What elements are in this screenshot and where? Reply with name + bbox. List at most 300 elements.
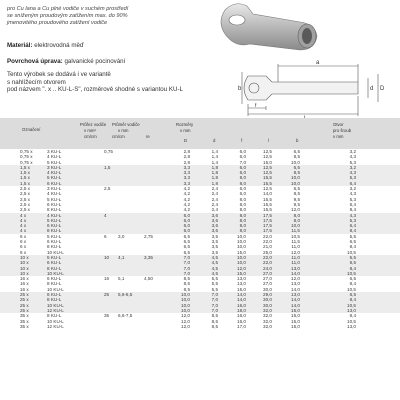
cell-size: 25 x bbox=[20, 297, 29, 303]
header-prurez-sub: cm/cm bbox=[84, 134, 97, 139]
cell-cross-section: 25 bbox=[104, 292, 110, 298]
cell-l: 15,5 bbox=[263, 180, 272, 186]
cell-cross-section: 6 bbox=[104, 233, 107, 239]
header-prumer-unit: v mm bbox=[118, 128, 129, 133]
cell-cross-section: 1,5 bbox=[104, 164, 111, 170]
cell-l: 25,0 bbox=[263, 249, 272, 255]
intro-text bbox=[7, 6, 167, 28]
cell-size: 0,75 x bbox=[20, 149, 33, 154]
cell-f: 8,0 bbox=[239, 180, 246, 186]
cell-size: 16 x bbox=[20, 286, 29, 292]
surface-value: galvanické pocinování bbox=[64, 58, 126, 65]
cell-f: 8,0 bbox=[239, 217, 246, 223]
cell-size: 10 x bbox=[20, 260, 29, 266]
cell-b: 15,0 bbox=[291, 323, 300, 329]
cell-size: 1,5 x bbox=[20, 164, 30, 170]
cell-size: 2,5 x bbox=[20, 191, 30, 197]
cell-f: 18,0 bbox=[237, 307, 246, 313]
cell-type: 10 KU-L bbox=[47, 318, 64, 324]
paragraph-line: Tento výrobek se dodává i ve variantě bbox=[7, 71, 111, 78]
cell-d: 3,6 bbox=[211, 217, 218, 223]
cell-D: 10,0 bbox=[181, 297, 190, 303]
table-row bbox=[0, 324, 400, 329]
cell-hole: 4,3 bbox=[349, 154, 356, 160]
cell-diameter: 3,0 bbox=[118, 233, 125, 239]
cell-d: 4,5 bbox=[211, 265, 218, 271]
cell-type: 8 KU-L bbox=[47, 297, 62, 303]
cell-D: 10,0 bbox=[181, 292, 190, 298]
cell-f: 15,0 bbox=[237, 270, 246, 276]
cell-D: 7,0 bbox=[183, 254, 190, 260]
cell-f: 6,0 bbox=[239, 170, 246, 176]
table-body bbox=[0, 149, 400, 329]
cell-size: 2,5 x bbox=[20, 201, 30, 207]
cell-f: 12,0 bbox=[237, 265, 246, 271]
header-rozmery-unit: v mm bbox=[180, 128, 191, 133]
cell-f: 15,0 bbox=[237, 249, 246, 255]
cell-b: 6,5 bbox=[293, 149, 300, 154]
cell-l: 32,0 bbox=[263, 313, 272, 319]
cell-D: 3,3 bbox=[183, 180, 190, 186]
material-value: elektrovodná měď bbox=[34, 42, 84, 49]
cell-D: 10,0 bbox=[181, 302, 190, 308]
cell-b: 15,0 bbox=[291, 318, 300, 324]
cell-l: 15,5 bbox=[263, 207, 272, 213]
cell-hole: 8,4 bbox=[349, 207, 356, 213]
cell-f: 8,0 bbox=[239, 228, 246, 234]
cell-f: 16,0 bbox=[237, 302, 246, 308]
material-line bbox=[7, 42, 84, 49]
cell-D: 6,0 bbox=[183, 212, 190, 218]
cell-l: 27,0 bbox=[263, 276, 272, 282]
cell-l: 15,5 bbox=[263, 196, 272, 202]
cell-hole: 6,5 bbox=[349, 276, 356, 282]
cell-type: 4 KU-L bbox=[47, 170, 62, 176]
cell-size: 2,5 x bbox=[20, 196, 30, 202]
cell-type: 4 KU-L bbox=[47, 154, 62, 160]
cell-d: 2,4 bbox=[211, 191, 218, 197]
cell-D: 6,0 bbox=[183, 228, 190, 234]
cell-b: 10,0 bbox=[291, 180, 300, 186]
cell-d: 3,5 bbox=[211, 249, 218, 255]
dimensions-table bbox=[0, 118, 400, 329]
cell-b: 11,5 bbox=[291, 239, 300, 245]
cell-d: 7,0 bbox=[211, 297, 218, 303]
cell-l: 12,5 bbox=[263, 154, 272, 160]
cell-b: 13,0 bbox=[291, 292, 300, 298]
cell-D: 3,3 bbox=[183, 164, 190, 170]
header-prurez-unit: v mm² bbox=[84, 128, 96, 133]
cell-re: 4,50 bbox=[144, 276, 153, 282]
paragraph-line: s nahlížecím otvorem bbox=[7, 78, 66, 86]
cell-d: 1,4 bbox=[211, 159, 218, 165]
cell-d: 1,4 bbox=[211, 149, 218, 154]
cell-hole: 10,5 bbox=[347, 318, 356, 324]
cell-type: 6 KU-L bbox=[47, 180, 62, 186]
cell-hole: 3,2 bbox=[349, 164, 356, 170]
cell-f: 6,0 bbox=[239, 191, 246, 197]
cell-l: 15,5 bbox=[263, 175, 272, 181]
surface-line bbox=[7, 58, 125, 65]
cell-d: 8,5 bbox=[211, 323, 218, 329]
cell-hole: 3,2 bbox=[349, 186, 356, 192]
cell-d: 1,8 bbox=[211, 175, 218, 181]
cell-b: 11,0 bbox=[291, 260, 300, 266]
cell-l: 22,0 bbox=[263, 254, 272, 260]
cell-hole: 10,5 bbox=[347, 302, 356, 308]
table-header bbox=[0, 118, 400, 149]
cell-type: 4 KU-L bbox=[47, 212, 62, 218]
cell-d: 1,8 bbox=[211, 180, 218, 186]
cell-d: 5,5 bbox=[211, 276, 218, 282]
cell-diameter: 5,6-6,5 bbox=[118, 292, 133, 298]
cell-f: 10,0 bbox=[237, 260, 246, 266]
cell-type: 12 KU-L bbox=[47, 323, 64, 329]
cell-hole: 6,4 bbox=[349, 201, 356, 207]
cell-f: 16,0 bbox=[237, 313, 246, 319]
cell-l: 12,5 bbox=[263, 186, 272, 192]
cell-b: 13,0 bbox=[291, 265, 300, 271]
cell-hole: 5,5 bbox=[349, 233, 356, 239]
dimension-drawing bbox=[238, 58, 388, 120]
cell-type: 6 KU-L bbox=[47, 239, 62, 245]
cell-d: 3,6 bbox=[211, 223, 218, 229]
cell-b: 14,0 bbox=[291, 302, 300, 308]
cell-hole: 4,3 bbox=[349, 170, 356, 176]
cell-d: 3,6 bbox=[211, 228, 218, 234]
header-oznaceni: Označení bbox=[22, 127, 41, 132]
cell-b: 12,0 bbox=[291, 249, 300, 255]
cell-D: 4,2 bbox=[183, 196, 190, 202]
cell-b: 9,5 bbox=[293, 196, 300, 202]
cell-f: 10,0 bbox=[237, 254, 246, 260]
cable-lug-photo bbox=[205, 0, 325, 60]
cell-b: 10,0 bbox=[291, 159, 300, 165]
cell-diameter: 4,1 bbox=[118, 254, 125, 260]
cell-b: 11,5 bbox=[291, 228, 300, 234]
cell-D: 12,0 bbox=[181, 323, 190, 329]
cell-l: 14,0 bbox=[263, 191, 272, 197]
cell-hole: 10,5 bbox=[347, 286, 356, 292]
header-prumer-sub1: cm/cm bbox=[112, 134, 125, 139]
cell-hole: 8,4 bbox=[349, 281, 356, 287]
cell-b: 13,0 bbox=[291, 281, 300, 287]
cell-D: 6,0 bbox=[183, 217, 190, 223]
cell-hole: 8,4 bbox=[349, 228, 356, 234]
cell-type: 8 KU-L bbox=[47, 207, 62, 213]
cell-l: 32,0 bbox=[263, 323, 272, 329]
cell-type: 10 KU-L bbox=[47, 270, 64, 276]
cell-b: 12,0 bbox=[291, 276, 300, 282]
cell-b: 10,5 bbox=[291, 233, 300, 239]
cell-hole: 6,4 bbox=[349, 180, 356, 186]
cell-size: 25 x bbox=[20, 302, 29, 308]
cell-size: 0,75 x bbox=[20, 154, 33, 160]
cell-f: 8,0 bbox=[239, 175, 246, 181]
cell-hole: 13,0 bbox=[347, 307, 356, 313]
cell-f: 10,0 bbox=[237, 233, 246, 239]
cell-b: 14,0 bbox=[291, 297, 300, 303]
cell-d: 1,4 bbox=[211, 154, 218, 160]
dim-label-a: a bbox=[316, 60, 320, 66]
cell-type: 6 KU-L bbox=[47, 276, 62, 282]
header-prumer: Průměr vodiče bbox=[112, 122, 140, 127]
cell-b: 8,5 bbox=[293, 191, 300, 197]
cell-type: 5 KU-L bbox=[47, 217, 62, 223]
cell-l: 17,5 bbox=[263, 212, 272, 218]
paragraph-line: pod názvem ". x .. KU-L-S", rozměrově shodné s variantou KU-L bbox=[7, 86, 183, 94]
cell-d: 1,8 bbox=[211, 164, 218, 170]
cell-D: 3,3 bbox=[183, 170, 190, 176]
cell-hole: 8,4 bbox=[349, 297, 356, 303]
cell-b: 8,5 bbox=[293, 170, 300, 176]
cell-cross-section: 10 bbox=[104, 254, 110, 260]
cell-l: 22,0 bbox=[263, 233, 272, 239]
cell-D: 6,0 bbox=[183, 223, 190, 229]
cell-size: 6 x bbox=[20, 239, 27, 245]
cell-size: 35 x bbox=[20, 323, 29, 329]
cell-l: 17,5 bbox=[263, 217, 272, 223]
cell-re: 2,75 bbox=[144, 233, 153, 239]
intro-line: jmenovitého proudového zatížení vodiče bbox=[7, 20, 108, 27]
cell-size: 25 x bbox=[20, 307, 29, 313]
cell-size: 10 x bbox=[20, 254, 29, 260]
header-prumer-sub2: re bbox=[146, 134, 150, 139]
dim-label-d: d bbox=[370, 86, 374, 92]
cell-hole: 6,5 bbox=[349, 292, 356, 298]
cell-b: 14,0 bbox=[291, 286, 300, 292]
cell-f: 6,0 bbox=[239, 149, 246, 154]
cell-hole: 6,5 bbox=[349, 260, 356, 266]
cell-d: 3,5 bbox=[211, 244, 218, 250]
cell-b: 12,0 bbox=[291, 207, 300, 213]
cell-f: 10,0 bbox=[237, 239, 246, 245]
cell-D: 12,0 bbox=[181, 313, 190, 319]
cell-D: 4,2 bbox=[183, 201, 190, 207]
header-col-d: d bbox=[213, 138, 216, 143]
cell-size: 10 x bbox=[20, 265, 29, 271]
cell-type: 3 KU-L bbox=[47, 149, 62, 154]
cell-size: 1,5 x bbox=[20, 170, 30, 176]
cell-type: 10 KU-L bbox=[47, 286, 64, 292]
cell-f: 10,0 bbox=[237, 244, 246, 250]
cell-D: 7,0 bbox=[183, 265, 190, 271]
cell-size: 35 x bbox=[20, 318, 29, 324]
cell-l: 12,5 bbox=[263, 170, 272, 176]
cell-size: 6 x bbox=[20, 233, 27, 239]
header-rozmery: Rozměry bbox=[176, 122, 194, 127]
cell-size: 16 x bbox=[20, 276, 29, 282]
cell-size: 1,5 x bbox=[20, 180, 30, 186]
cell-type: 6 KU-L bbox=[47, 223, 62, 229]
cell-size: 10 x bbox=[20, 270, 29, 276]
cell-l: 30,0 bbox=[263, 302, 272, 308]
cell-type: 10 KU-L bbox=[47, 249, 64, 255]
cell-d: 2,4 bbox=[211, 196, 218, 202]
cell-type: 5 KU-L bbox=[47, 196, 62, 202]
cell-d: 3,5 bbox=[211, 239, 218, 245]
cell-hole: 10,5 bbox=[347, 270, 356, 276]
cell-re: 3,35 bbox=[144, 254, 153, 260]
cell-b: 15,0 bbox=[291, 313, 300, 319]
cell-type: 6 KU-L bbox=[47, 292, 62, 298]
cell-D: 4,2 bbox=[183, 186, 190, 192]
cell-l: 17,5 bbox=[263, 228, 272, 234]
cell-type: 6 KU-L bbox=[47, 260, 62, 266]
cell-f: 14,0 bbox=[237, 292, 246, 298]
cell-size: 4 x bbox=[20, 228, 27, 234]
cell-d: 7,0 bbox=[211, 307, 218, 313]
cell-D: 12,0 bbox=[181, 318, 190, 324]
cell-f: 6,0 bbox=[239, 154, 246, 160]
cell-b: 8,0 bbox=[293, 212, 300, 218]
cell-hole: 8,4 bbox=[349, 265, 356, 271]
cell-d: 1,8 bbox=[211, 170, 218, 176]
cell-size: 2,5 x bbox=[20, 186, 30, 192]
cell-size: 2,5 x bbox=[20, 207, 30, 213]
cell-type: 6 KU-L bbox=[47, 201, 62, 207]
cell-l: 29,0 bbox=[263, 292, 272, 298]
cell-d: 7,0 bbox=[211, 292, 218, 298]
cell-b: 11,0 bbox=[291, 244, 300, 250]
cell-size: 0,75 x bbox=[20, 159, 33, 165]
cell-cross-section: 2,5 bbox=[104, 186, 111, 192]
cell-type: 8 KU-L bbox=[47, 228, 62, 234]
cell-b: 15,0 bbox=[291, 307, 300, 313]
cell-f: 15,0 bbox=[237, 286, 246, 292]
cell-D: 6,5 bbox=[183, 249, 190, 255]
cell-type: 5 KU-L bbox=[47, 175, 62, 181]
cell-hole: 8,4 bbox=[349, 244, 356, 250]
cell-size: 6 x bbox=[20, 249, 27, 255]
cell-f: 13,0 bbox=[237, 276, 246, 282]
header-otvor-unit: v mm bbox=[333, 134, 344, 139]
cell-D: 6,5 bbox=[183, 244, 190, 250]
cell-f: 6,0 bbox=[239, 164, 246, 170]
cell-D: 3,3 bbox=[183, 175, 190, 181]
header-col-b: b bbox=[296, 138, 299, 143]
dim-label-D: D bbox=[380, 86, 385, 92]
cell-type: 8 KU-L bbox=[47, 313, 62, 319]
cell-l: 27,0 bbox=[263, 270, 272, 276]
cell-type: 12 KU-L bbox=[47, 307, 64, 313]
cell-f: 6,0 bbox=[239, 186, 246, 192]
cell-d: 5,5 bbox=[211, 281, 218, 287]
cell-type: 5 KU-L bbox=[47, 233, 62, 239]
cell-l: 17,5 bbox=[263, 223, 272, 229]
cell-f: 17,0 bbox=[237, 323, 246, 329]
cell-D: 7,0 bbox=[183, 260, 190, 266]
cell-D: 2,8 bbox=[183, 159, 190, 165]
cell-hole: 5,3 bbox=[349, 175, 356, 181]
cell-hole: 8,4 bbox=[349, 313, 356, 319]
cell-D: 7,0 bbox=[183, 270, 190, 276]
cell-l: 30,0 bbox=[263, 297, 272, 303]
cell-l: 22,0 bbox=[263, 239, 272, 245]
cell-type: 5 KU-L bbox=[47, 254, 62, 260]
material-label: Materiál: bbox=[7, 42, 33, 49]
cell-cross-section: 0,75 bbox=[104, 149, 113, 154]
header-col-l: l bbox=[268, 138, 269, 143]
cell-b: 14,0 bbox=[291, 270, 300, 276]
cell-d: 8,5 bbox=[211, 313, 218, 319]
cell-l: 30,0 bbox=[263, 286, 272, 292]
cell-f: 7,0 bbox=[239, 159, 246, 165]
cell-size: 6 x bbox=[20, 244, 27, 250]
cell-b: 8,0 bbox=[293, 217, 300, 223]
cell-type: 8 KU-L bbox=[47, 265, 62, 271]
intro-line: se sníženým proudovým zatížením max. do 90% bbox=[7, 13, 128, 20]
variant-paragraph bbox=[7, 71, 207, 94]
cell-d: 5,5 bbox=[211, 286, 218, 292]
header-otvor2: pro šroub bbox=[333, 128, 352, 133]
cell-hole: 4,3 bbox=[349, 212, 356, 218]
cell-D: 6,5 bbox=[183, 233, 190, 239]
cell-D: 8,5 bbox=[183, 276, 190, 282]
cell-hole: 6,5 bbox=[349, 239, 356, 245]
dim-label-f: f bbox=[255, 103, 257, 109]
cell-d: 2,4 bbox=[211, 207, 218, 213]
header-otvor: Otvor bbox=[333, 122, 344, 127]
cell-b: 11,0 bbox=[291, 254, 300, 260]
cell-l: 12,5 bbox=[263, 149, 272, 154]
cell-b: 8,5 bbox=[293, 154, 300, 160]
cell-diameter: 5,1 bbox=[118, 276, 125, 282]
cell-type: 3 KU-L bbox=[47, 186, 62, 192]
cell-l: 32,0 bbox=[263, 318, 272, 324]
cell-f: 8,0 bbox=[239, 207, 246, 213]
cell-b: 6,5 bbox=[293, 164, 300, 170]
cell-size: 25 x bbox=[20, 292, 29, 298]
cell-f: 14,0 bbox=[237, 297, 246, 303]
cell-l: 15,5 bbox=[263, 201, 272, 207]
cell-f: 13,0 bbox=[237, 281, 246, 287]
cell-size: 16 x bbox=[20, 281, 29, 287]
cell-D: 4,2 bbox=[183, 207, 190, 213]
cell-f: 8,0 bbox=[239, 223, 246, 229]
cell-D: 10,0 bbox=[181, 307, 190, 313]
cell-d: 3,6 bbox=[211, 212, 218, 218]
cell-f: 8,0 bbox=[239, 196, 246, 202]
cell-D: 6,5 bbox=[183, 239, 190, 245]
cell-b: 9,5 bbox=[293, 201, 300, 207]
cell-type: 5 KU-L bbox=[47, 159, 62, 165]
cell-l: 27,0 bbox=[263, 281, 272, 287]
cell-size: 4 x bbox=[20, 217, 27, 223]
cell-b: 10,0 bbox=[291, 175, 300, 181]
surface-label: Povrchová úprava: bbox=[7, 58, 63, 65]
cell-b: 6,5 bbox=[293, 186, 300, 192]
cell-l: 24,0 bbox=[263, 265, 272, 271]
cell-hole: 4,3 bbox=[349, 191, 356, 197]
cell-f: 8,0 bbox=[239, 212, 246, 218]
cell-hole: 6,4 bbox=[349, 223, 356, 229]
header-col-f: f bbox=[241, 138, 243, 143]
cell-d: 4,5 bbox=[211, 260, 218, 266]
cell-D: 2,8 bbox=[183, 154, 190, 160]
cell-hole: 5,3 bbox=[349, 196, 356, 202]
cell-D: 8,5 bbox=[183, 286, 190, 292]
cell-size: 1,5 x bbox=[20, 175, 30, 181]
cell-type: 8 KU-L bbox=[47, 281, 62, 287]
cell-d: 2,4 bbox=[211, 201, 218, 207]
cell-D: 4,2 bbox=[183, 191, 190, 197]
cell-type: 10 KU-L bbox=[47, 302, 64, 308]
cell-size: 35 x bbox=[20, 313, 29, 319]
cell-cross-section: 16 bbox=[104, 276, 110, 282]
cell-l: 22,0 bbox=[263, 260, 272, 266]
cell-type: 8 KU-L bbox=[47, 244, 62, 250]
